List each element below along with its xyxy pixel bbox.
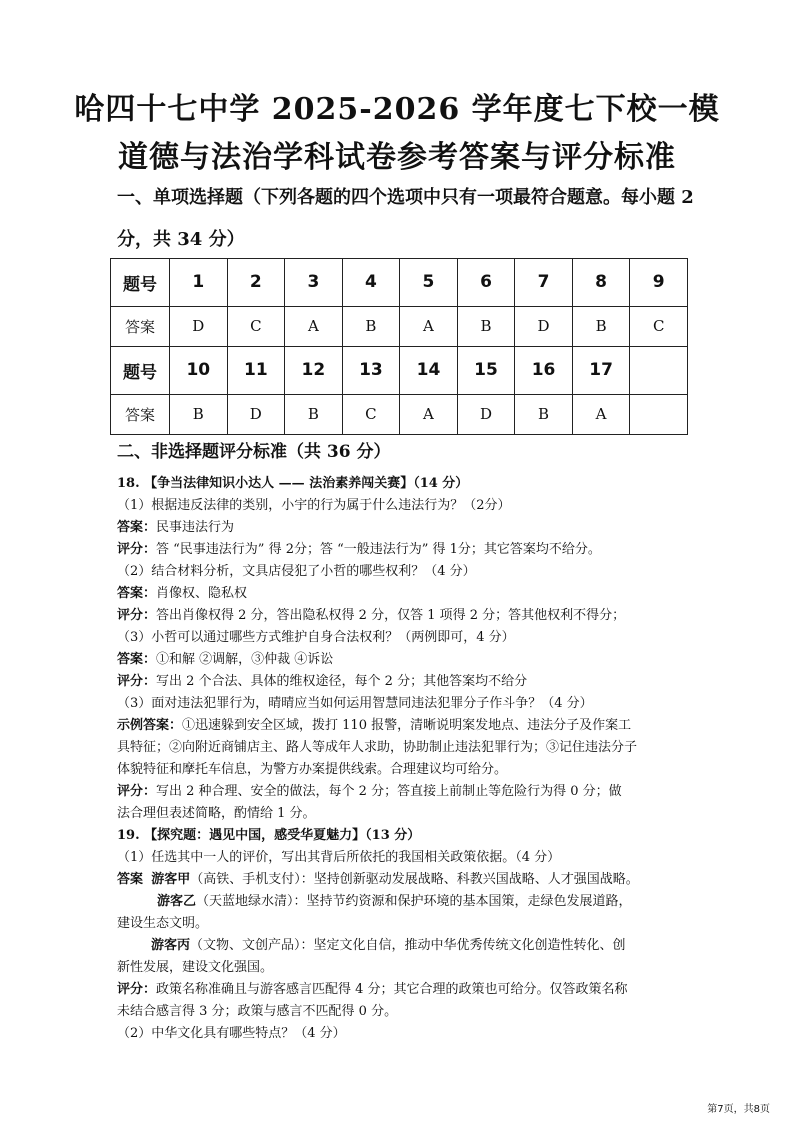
num-cell: 4 — [342, 259, 400, 307]
answer-cell: B — [457, 306, 515, 346]
answer-cell: A — [572, 394, 630, 434]
num-label-cell: 题号 — [111, 259, 170, 307]
example-text: ①迅速躲到安全区域，拨打 110 报警，清晰说明案发地点、违法分子及作案工 — [182, 718, 632, 733]
answer-cell: B — [170, 394, 228, 434]
q19-answer-c — [151, 936, 721, 956]
answer-cell: D — [457, 394, 515, 434]
visitor-c-name: 游客丙 — [151, 938, 191, 953]
answer-cell: B — [285, 394, 343, 434]
score-text: 写出 2 种合理、安全的做法，每个 2 分；答直接上前制止等危险行为得 0 分；做 — [156, 784, 622, 799]
answer-cell-empty — [630, 394, 688, 434]
score-text: 答 “民事违法行为” 得 2分；答 “一般违法行为” 得 1分；其它答案均不给分。 — [156, 542, 601, 557]
num-cell: 3 — [285, 259, 343, 307]
q18-sub4: （3）面对违法犯罪行为，晴晴应当如何运用智慧同违法犯罪分子作斗争？（4 分） — [117, 696, 593, 711]
q18-example-line3: 体貌特征和摩托车信息，为警方办案提供线索。合理建议均可给分。 — [117, 762, 508, 777]
q19-answer-b-cont: 建设生态文明。 — [117, 916, 209, 931]
score-text: 写出 2 个合法、具体的维权途径，每个 2 分；其他答案均不给分 — [156, 674, 528, 689]
q18-sub3: （3）小哲可以通过哪些方式维护自身合法权利？（两例即可，4 分） — [117, 630, 515, 645]
visitor-a-name: 游客甲 — [151, 872, 191, 887]
answer-cell: B — [572, 306, 630, 346]
q18-sub1: （1）根据违反法律的类别，小宇的行为属于什么违法行为？（2分） — [117, 498, 511, 513]
q19-score-line1 — [117, 980, 687, 1000]
q19-title: 19. 【探究题：遇见中国，感受华夏魅力】（13 分） — [117, 828, 421, 843]
num-cell: 2 — [227, 259, 285, 307]
num-cell: 6 — [457, 259, 515, 307]
ans-label-cell: 答案 — [111, 394, 170, 434]
answer-cell: C — [227, 306, 285, 346]
num-cell: 10 — [170, 346, 228, 394]
table-row-answers-1 — [111, 306, 688, 346]
q18-score3 — [117, 672, 687, 692]
num-cell-empty — [630, 346, 688, 394]
table-row-numbers-1 — [111, 259, 688, 307]
num-cell: 13 — [342, 346, 400, 394]
page-number: 第7页，共8页 — [707, 1104, 770, 1115]
answer-cell: D — [227, 394, 285, 434]
answer-table — [110, 258, 688, 435]
num-cell: 12 — [285, 346, 343, 394]
q18-score1 — [117, 540, 687, 560]
answer-text: ①和解 ②调解，③仲裁 ④诉讼 — [156, 652, 334, 667]
num-cell: 9 — [630, 259, 688, 307]
num-cell: 8 — [572, 259, 630, 307]
answer-cell: A — [285, 306, 343, 346]
answer-cell: A — [400, 394, 458, 434]
answer-cell: C — [630, 306, 688, 346]
q19-answer-b — [157, 892, 727, 912]
score-label: 评分： — [117, 784, 157, 799]
num-cell: 5 — [400, 259, 458, 307]
answer-cell: D — [515, 306, 573, 346]
exam-title-line1: 哈四十七中学 2025-2026 学年度七下校一模 — [74, 92, 720, 127]
q18-example-line2: 具特征；②向附近商铺店主、路人等成年人求助，协助制止违法犯罪行为；③记住违法分子 — [117, 740, 638, 755]
num-cell: 14 — [400, 346, 458, 394]
section1-heading-line2: 分，共 34 分） — [117, 229, 245, 250]
q18-answer1 — [117, 518, 687, 538]
q18-sub2: （2）结合材料分析，文具店侵犯了小哲的哪些权利？（4 分） — [117, 564, 476, 579]
num-cell: 7 — [515, 259, 573, 307]
q19-answer-c-cont: 新性发展，建设文化强国。 — [117, 960, 274, 975]
answer-label: 答案： — [117, 652, 157, 667]
section2-heading: 二、非选择题评分标准（共 36 分） — [117, 442, 391, 462]
ans-label-cell: 答案 — [111, 306, 170, 346]
visitor-c-text: （文物、文创产品）：坚定文化自信，推动中华优秀传统文化创造性转化、创 — [190, 938, 626, 953]
answer-cell: D — [170, 306, 228, 346]
visitor-b-text: （天蓝地绿水清）：坚持节约资源和保护环境的基本国策，走绿色发展道路， — [196, 894, 632, 909]
example-label: 示例答案： — [117, 718, 183, 733]
num-label-cell: 题号 — [111, 346, 170, 394]
score-label: 评分： — [117, 542, 157, 557]
section1-heading-line1: 一、单项选择题（下列各题的四个选项中只有一项最符合题意。每小题 2 — [117, 187, 694, 208]
q19-sub2: （2）中华文化具有哪些特点？（4 分） — [117, 1026, 346, 1041]
q18-score4-line2: 法合理但表述简略，酌情给 1 分。 — [117, 806, 316, 821]
q18-answer2 — [117, 584, 687, 604]
answer-text: 肖像权、隐私权 — [156, 586, 248, 601]
num-cell: 17 — [572, 346, 630, 394]
score-label: 评分： — [117, 608, 157, 623]
q18-example-line1 — [117, 716, 687, 736]
visitor-a-text: （高铁、手机支付）：坚持创新驱动发展战略、科教兴国战略、人才强国战略。 — [190, 872, 639, 887]
score-text: 答出肖像权得 2 分，答出隐私权得 2 分，仅答 1 项得 2 分；答其他权利不得分； — [156, 608, 626, 623]
num-cell: 16 — [515, 346, 573, 394]
q19-answer-a — [117, 870, 687, 890]
q19-sub1: （1）任选其中一人的评价，写出其背后所依托的我国相关政策依据。（4 分） — [117, 850, 561, 865]
num-cell: 1 — [170, 259, 228, 307]
answer-text: 民事违法行为 — [156, 520, 235, 535]
q18-answer3 — [117, 650, 687, 670]
score-label: 评分： — [117, 674, 157, 689]
num-cell: 15 — [457, 346, 515, 394]
answer-cell: C — [342, 394, 400, 434]
table-row-numbers-2 — [111, 346, 688, 394]
table-row-answers-2 — [111, 394, 688, 434]
exam-title-line2: 道德与法治学科试卷参考答案与评分标准 — [118, 140, 676, 175]
answer-label: 答案 — [117, 872, 144, 887]
score-label: 评分： — [117, 982, 157, 997]
num-cell: 11 — [227, 346, 285, 394]
answer-cell: B — [515, 394, 573, 434]
q18-title: 18. 【争当法律知识小达人 —— 法治素养闯关赛】（14 分） — [117, 476, 469, 491]
answer-label: 答案： — [117, 586, 157, 601]
answer-label: 答案： — [117, 520, 157, 535]
answer-cell: A — [400, 306, 458, 346]
q19-score-line2: 未结合感言得 3 分；政策与感言不匹配得 0 分。 — [117, 1004, 398, 1019]
answer-cell: B — [342, 306, 400, 346]
q18-score4-line1 — [117, 782, 687, 802]
visitor-b-name: 游客乙 — [157, 894, 197, 909]
q18-score2 — [117, 606, 687, 626]
score-text: 政策名称准确且与游客感言匹配得 4 分；其它合理的政策也可给分。仅答政策名称 — [156, 982, 628, 997]
